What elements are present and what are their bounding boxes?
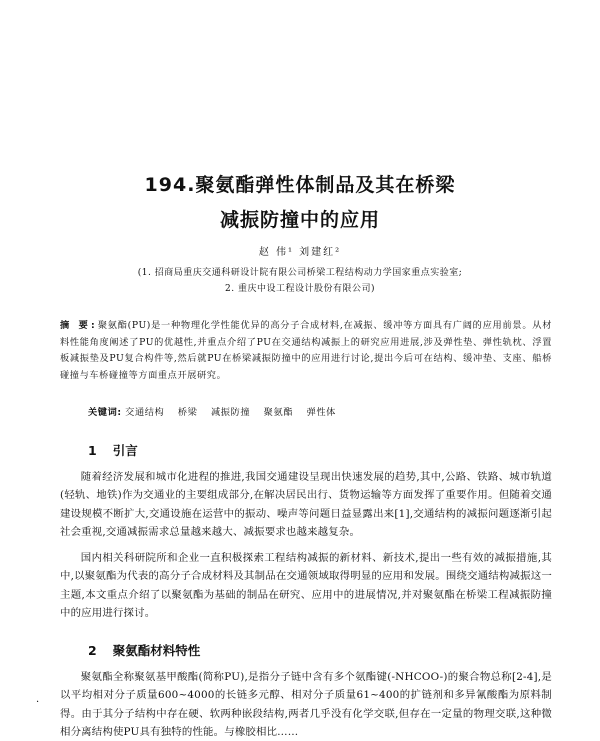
section-heading-material-properties: [88, 641, 200, 659]
margin-mark: ·: [36, 697, 40, 708]
section-title: 引言: [112, 443, 138, 458]
authors: 赵 伟¹ 刘建红²: [258, 247, 342, 258]
section-number: 2: [88, 643, 97, 658]
section-heading-introduction: [88, 441, 138, 459]
abstract-text: 聚氨酯(PU)是一种物理化学性能优异的高分子合成材料,在减振、缓冲等方面具有广阔的应用前景。从材料性能角度阐述了PU的优越性,并重点介绍了PU在交通结构减振上的研究应用进展,涉及弹性垫、弹性轨枕、浮置板减振垫及PU复合构件等,然后就PU在桥梁减振防撞中的应用进行讨论,提出今后可在结构、缓冲垫、支座、船桥碰撞与车桥碰撞等方面重点开展研究。: [60, 320, 552, 381]
abstract: [60, 318, 552, 384]
keyword: 交通结构: [125, 407, 165, 418]
paragraph: 随着经济发展和城市化进程的推进,我国交通建设呈现出快速发展的趋势,其中,公路、铁路、城市轨道(轻轨、地铁)作为交通业的主要组成部分,在解决居民出行、货物运输等方面发挥了重要作用。但随着交通建设规模不断扩大,交通设施在运营中的振动、噪声等问题日益显露出来[1],交通结构的减振问题逐渐引起社会重视,交通减振需求总量越来越大、减振要求也越来越复杂。: [60, 471, 552, 538]
section-number: 1: [88, 443, 97, 458]
keyword: 减振防撞: [210, 407, 251, 418]
paper-title-line-2: 减振防撞中的应用: [219, 209, 380, 231]
paragraph: 国内相关科研院所和企业一直积极探索工程结构减振的新材料、新技术,提出一些有效的减振措施,其中,以聚氨酯为代表的高分子合成材料及其制品在交通领域取得明显的应用和发展。围绕交通结构减振这一主题,本文重点介绍了以聚氨酯为基础的制品在研究、应用中的进展情况,并对聚氨酯在桥梁工程减振防撞中的应用进行探讨。: [60, 552, 552, 619]
keyword: 聚氨酯: [263, 407, 294, 418]
keyword: 弹性体: [306, 407, 336, 418]
section-title: 聚氨酯材料特性: [112, 643, 201, 658]
paragraph: 聚氨酯全称聚氨基甲酸酯(简称PU),是指分子链中含有多个氨酯键(-NHCOO-)的聚合物总称[2-4],是以平均相对分子质量600~4000的长链多元醇、相对分子质量61~400的扩链剂和多异氰酸酯为原料制得。由于其分子结构中存在硬、软两种嵌段结构,两者几乎没有化学交联,但存在一定量的物理交联,这种微相分离结构使PU具有独特的性能。与橡胶相比……: [60, 671, 552, 738]
affiliation-2: 2. 重庆中设工程设计股份有限公司): [225, 284, 375, 294]
keyword: 桥梁: [177, 407, 198, 418]
keywords-label: 关键词:: [88, 407, 122, 418]
affiliation-1: (1. 招商局重庆交通科研设计院有限公司桥梁工程结构动力学国家重点实验室;: [137, 268, 463, 278]
keywords: [88, 404, 552, 418]
paper-title-line-1: 194.聚氨酯弹性体制品及其在桥梁: [144, 174, 456, 196]
abstract-label: 摘 要:: [60, 320, 98, 331]
